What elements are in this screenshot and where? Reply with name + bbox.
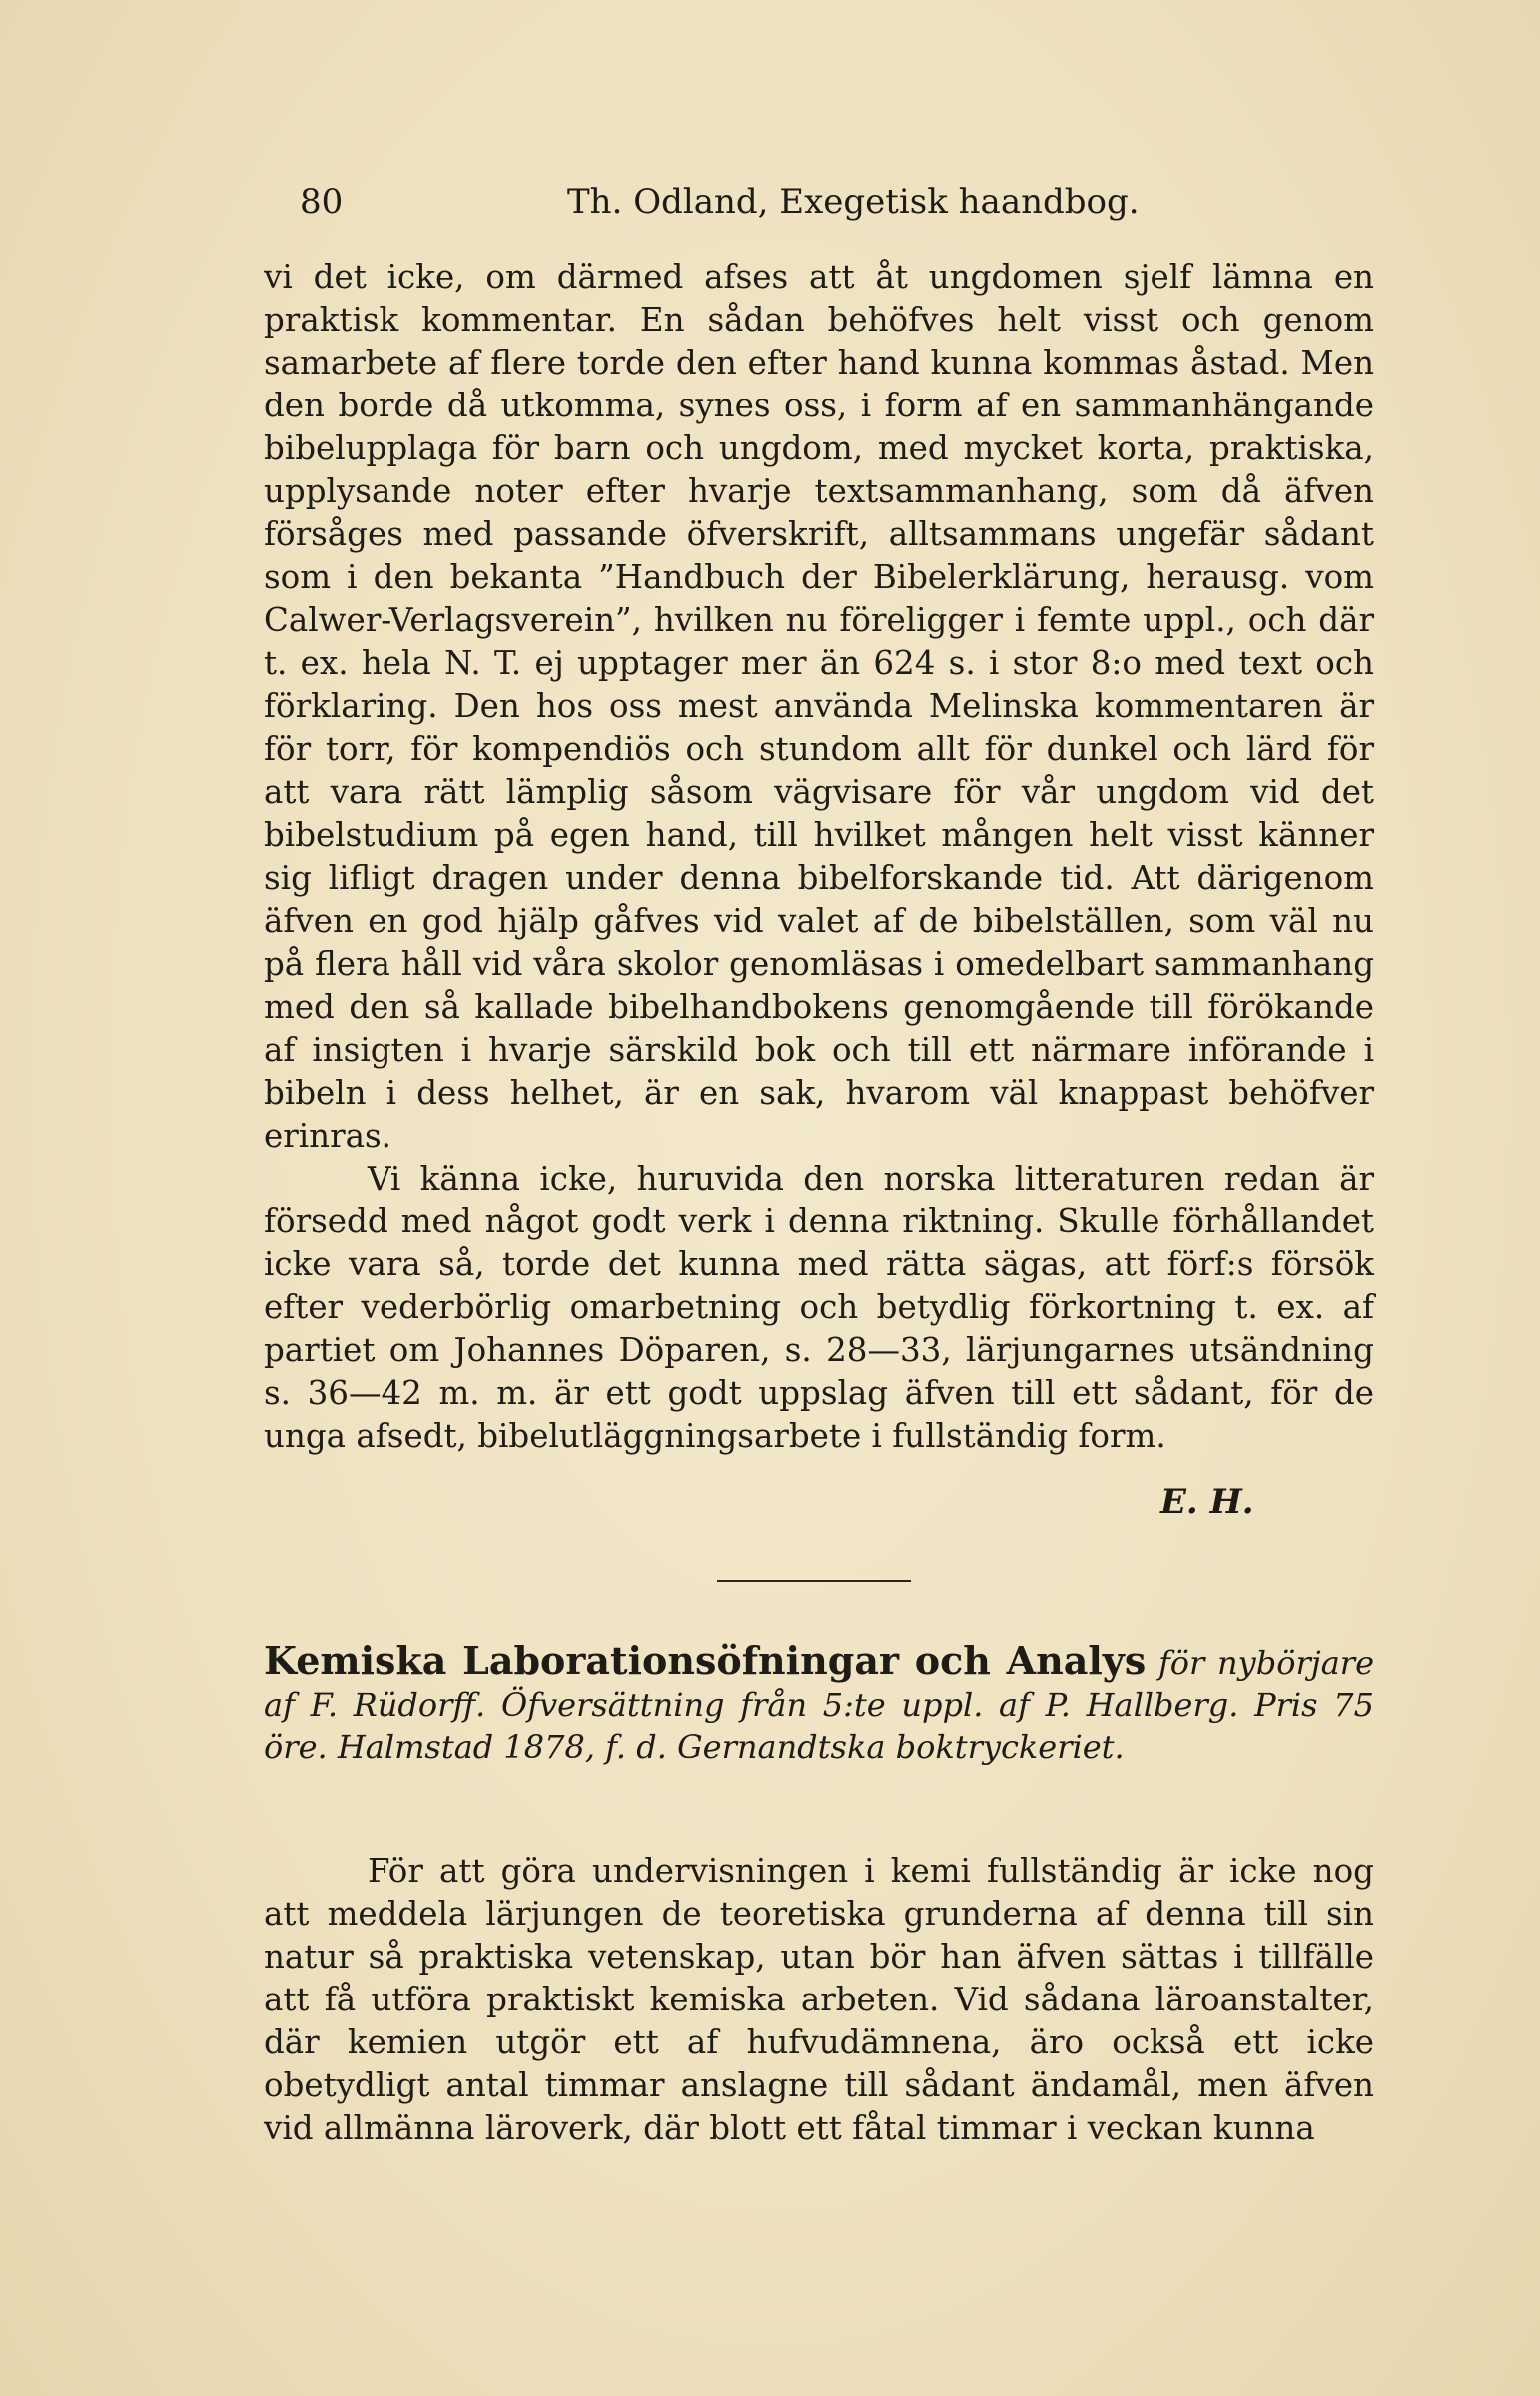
- review-continuation: [264, 256, 1374, 1458]
- body-paragraph: Vi känna icke, huruvida den norska litteraturen redan är försedd med något godt verk i denna riktning. Skulle förhållandet icke vara så, torde det kunna med rätta sägas, att förf:s försök efter vederbörlig omarbetning och betydlig förkortning t. ex. af partiet om Johannes Döparen, s. 28—33, lärjungarnes utsändning s. 36—42 m. m. är ett godt uppslag äfven till ett sådant, för de unga afsedt, bibelutläggningsarbete i fullständig form.: [264, 1160, 1374, 1455]
- book-details: för nybörjare af F. Rüdorff. Öfversättning från 5:te uppl. af P. Hallberg. Pris 75 öre. Halmstad 1878, f. d. Gernandtska boktryckeriet.: [264, 1644, 1375, 1766]
- running-title: Th. Odland, Exegetisk haandbog.: [567, 182, 1140, 222]
- section-divider: [717, 1580, 911, 1582]
- book-title: Kemiska Laborationsöfningar och Analys: [264, 1638, 1147, 1683]
- review-heading: [264, 1640, 1374, 1768]
- review-body: [264, 1850, 1374, 2150]
- body-paragraph: För att göra undervisningen i kemi fullständig är icke nog att meddela lärjungen de teoretiska grunderna af denna till sin natur så praktiska vetenskap, utan bör han äfven sättas i tillfälle att få utföra praktiskt kemiska arbeten. Vid sådana läroanstalter, där kemien utgör ett af hufvudämnena, äro också ett icke obetydligt antal timmar anslagne till sådant ändamål, men äfven vid allmänna läroverk, där blott ett fåtal timmar i veckan kunna: [264, 1852, 1374, 2147]
- page-number: 80: [300, 182, 344, 222]
- body-paragraph: vi det icke, om därmed afses att åt ungdomen sjelf lämna en praktisk kommentar. En sådan behöfves helt visst och genom samarbete af flere torde den efter hand kunna kommas åstad. Men den borde då utkomma, synes oss, i form af en sammanhängande bibelupplaga för barn och ungdom, med mycket korta, praktiska, upplysande noter efter hvarje textsammanhang, som då äfven försåges med passande öfverskrift, alltsammans ungefär sådant som i den bekanta ”Handbuch der Bibelerklärung, herausg. vom Calwer-Verlagsverein”, hvilken nu föreligger i femte uppl., och där t. ex. hela N. T. ej upptager mer än 624 s. i stor 8:o med text och förklaring. Den hos oss mest använda Melinska kommentaren är för torr, för kompendiös och stundom allt för dunkel och lärd för att vara rätt lämplig såsom vägvisare för vår ungdom vid det bibelstudium på egen hand, till hvilket mången helt visst känner sig lifligt dragen under denna bibelforskande tid. Att därigenom äfven en god hjälp gåfves vid valet af de bibelställen, som väl nu på flera håll vid våra skolor genomläsas i omedelbart sammanhang med den så kallade bibelhandbokens genomgående till förökande af insigten i hvarje särskild bok och till ett närmare införande i bibeln i dess helhet, är en sak, hvarom väl knappast behöfver erinras.: [264, 258, 1374, 1155]
- signature: E. H.: [1160, 1482, 1254, 1522]
- page-header: [264, 182, 1374, 234]
